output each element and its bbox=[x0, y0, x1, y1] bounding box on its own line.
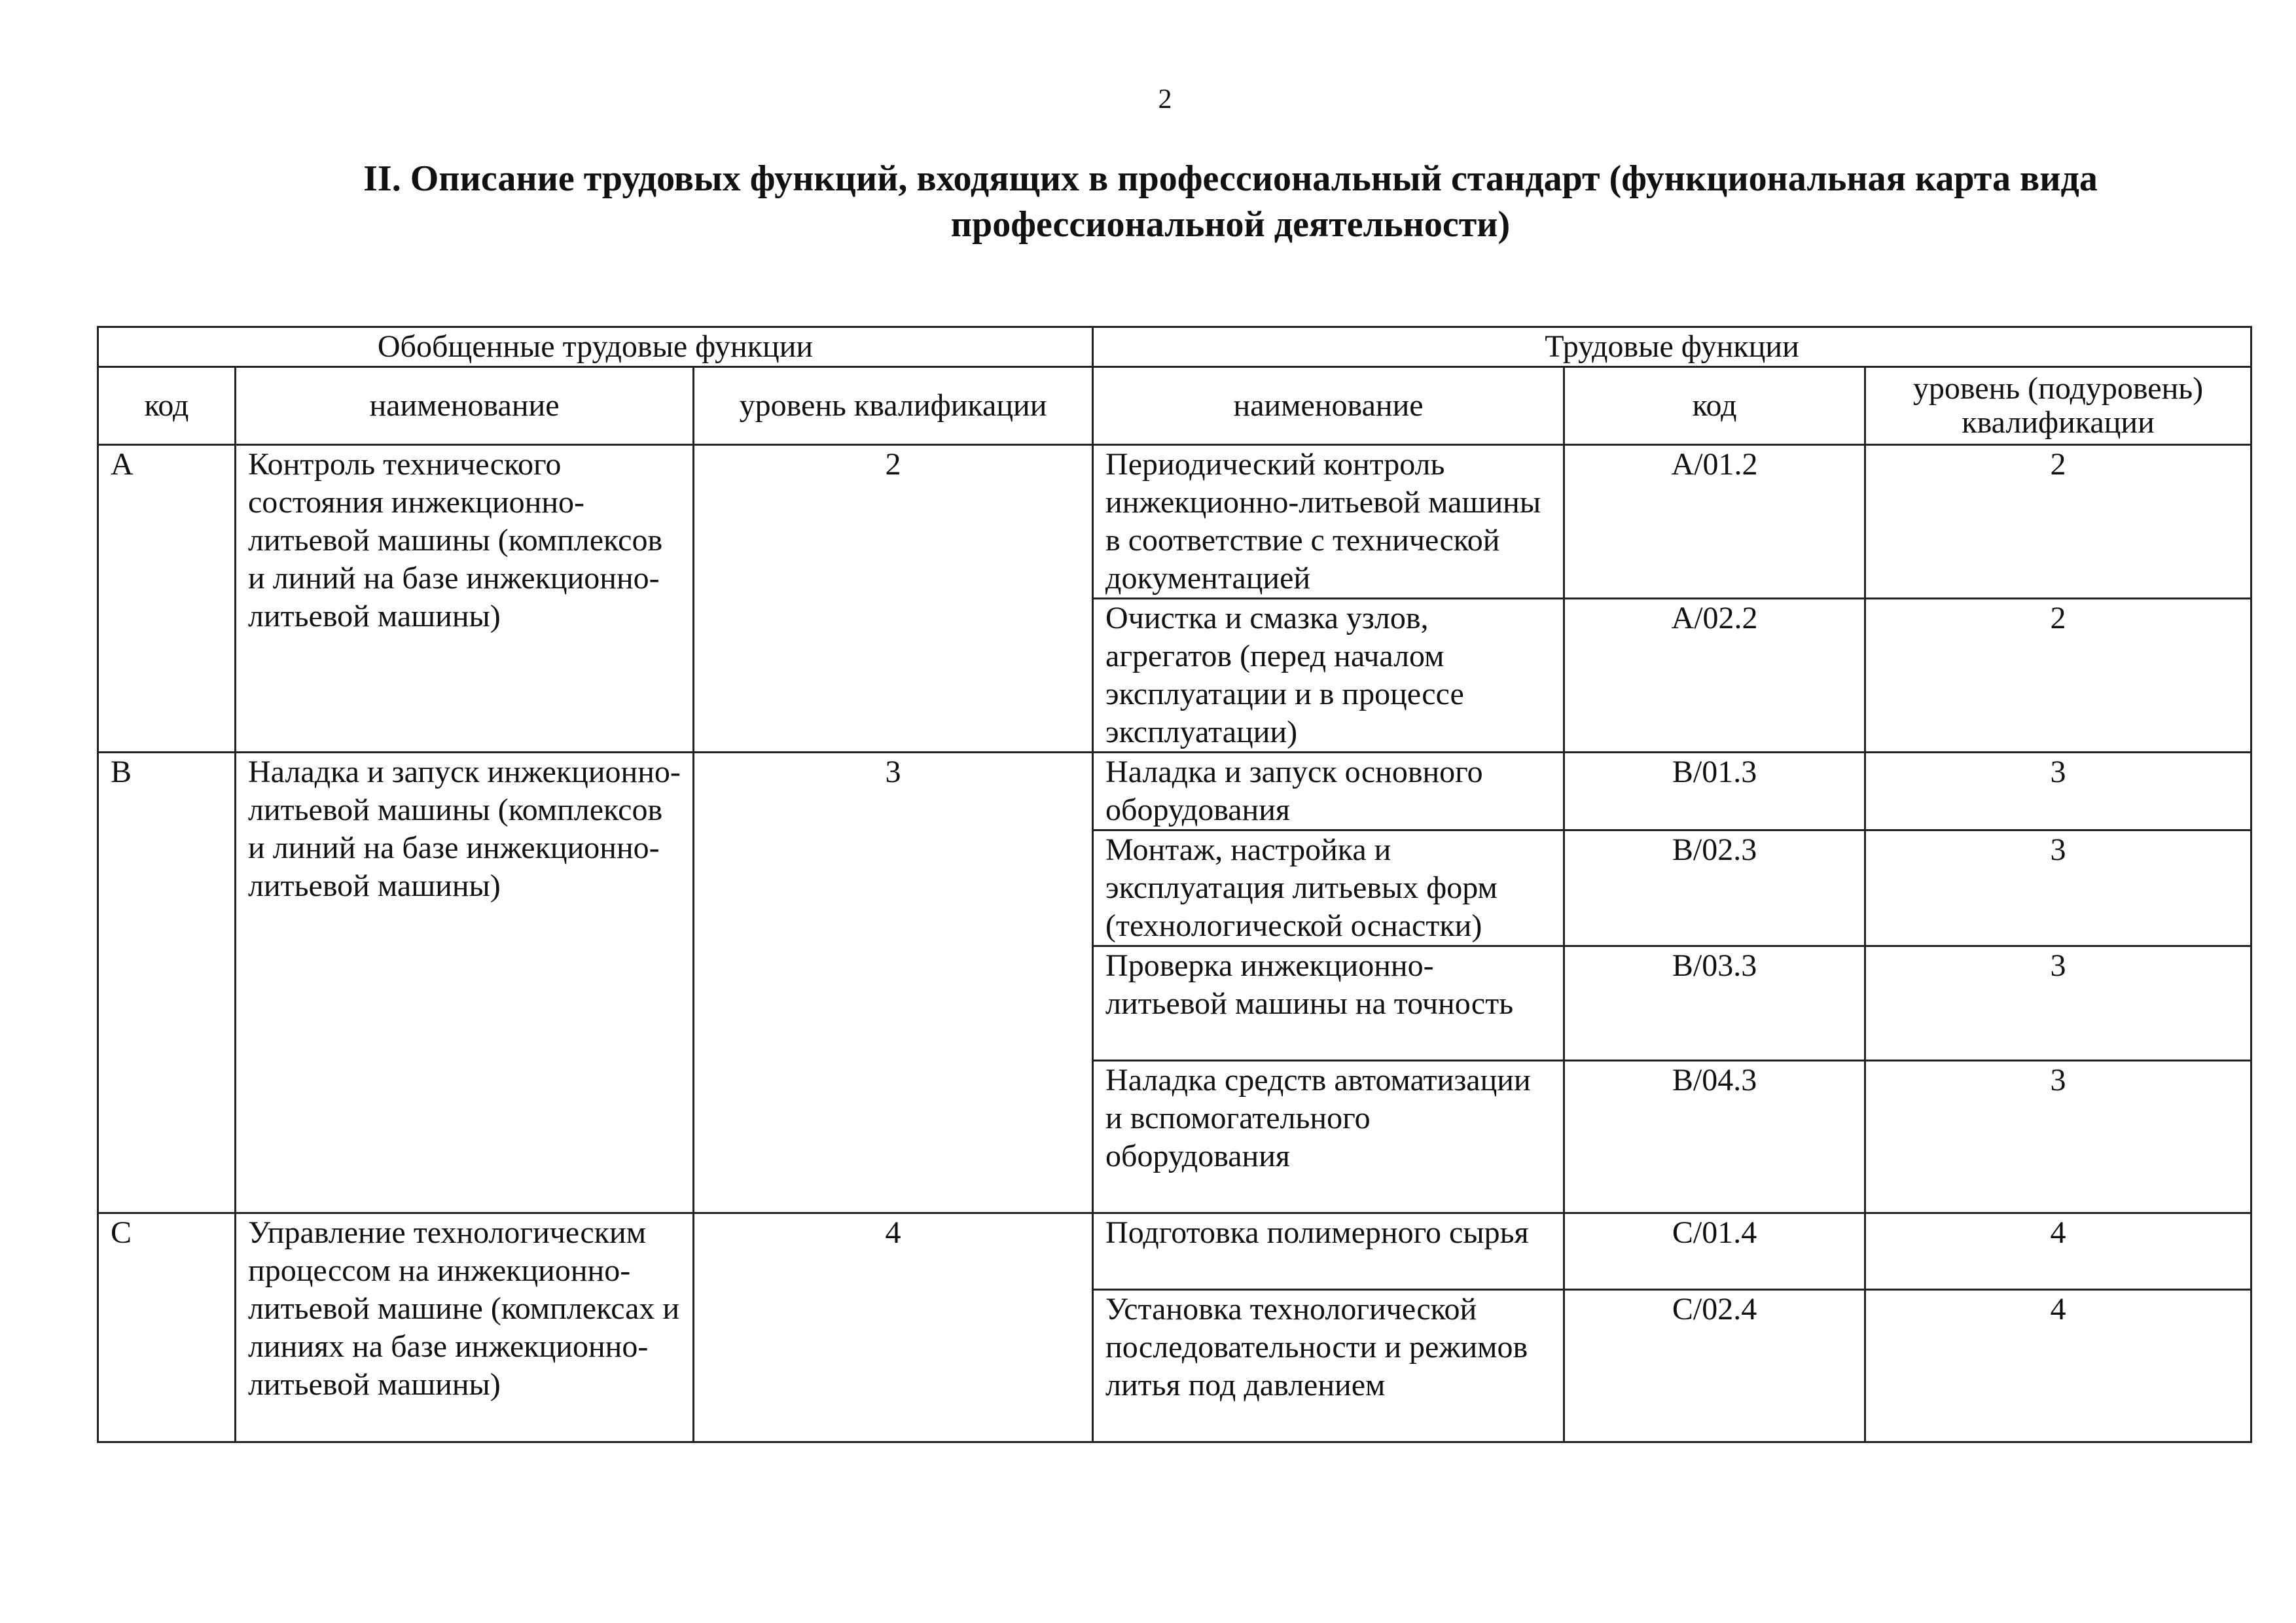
function-name: Проверка инжекционно-литьевой машины на точность bbox=[1093, 946, 1564, 1061]
function-name: Очистка и смазка узлов, агрегатов (перед началом эксплуатации и в процессе эксплуатации) bbox=[1093, 599, 1564, 753]
group-level: 3 bbox=[694, 753, 1093, 1213]
function-name: Установка технологической последовательности и режимов литья под давлением bbox=[1093, 1290, 1564, 1442]
labor-functions-header: Трудовые функции bbox=[1093, 327, 2251, 367]
group-level: 4 bbox=[694, 1213, 1093, 1442]
table-row bbox=[98, 445, 2251, 599]
function-name: Наладка средств автоматизации и вспомогательного оборудования bbox=[1093, 1061, 1564, 1213]
group-header-row bbox=[98, 327, 2251, 367]
generalized-functions-header: Обобщенные трудовые функции bbox=[98, 327, 1093, 367]
function-code: C/01.4 bbox=[1564, 1213, 1865, 1290]
function-level: 4 bbox=[1865, 1213, 2251, 1290]
page-title: II. Описание трудовых функций, входящих в профессиональный стандарт (функциональная карта вида профессиональной деятельности) bbox=[363, 158, 2098, 245]
column-header-row bbox=[98, 367, 2251, 445]
function-code: C/02.4 bbox=[1564, 1290, 1865, 1442]
function-level: 4 bbox=[1865, 1290, 2251, 1442]
page-number: 2 bbox=[1158, 84, 1172, 115]
function-level: 2 bbox=[1865, 445, 2251, 599]
function-code: A/01.2 bbox=[1564, 445, 1865, 599]
function-code: B/02.3 bbox=[1564, 830, 1865, 946]
function-level: 2 bbox=[1865, 599, 2251, 753]
function-name: Монтаж, настройка и эксплуатация литьевых форм (технологической оснастки) bbox=[1093, 830, 1564, 946]
col-header-level: уровень квалификации bbox=[694, 367, 1093, 445]
col-header-name: наименование bbox=[236, 367, 694, 445]
function-name: Периодический контроль инжекционно-литьевой машины в соответствие с технической документацией bbox=[1093, 445, 1564, 599]
group-name: Управление технологическим процессом на инжекционно-литьевой машине (комплексах и линиях на базе инжекционно-литьевой машины) bbox=[236, 1213, 694, 1442]
group-code: C bbox=[98, 1213, 236, 1442]
function-name: Наладка и запуск основного оборудования bbox=[1093, 753, 1564, 830]
function-level: 3 bbox=[1865, 830, 2251, 946]
group-level: 2 bbox=[694, 445, 1093, 753]
group-code: B bbox=[98, 753, 236, 1213]
table-row bbox=[98, 753, 2251, 830]
function-level: 3 bbox=[1865, 1061, 2251, 1213]
col-header-tf-code: код bbox=[1564, 367, 1865, 445]
function-code: B/01.3 bbox=[1564, 753, 1865, 830]
function-code: B/03.3 bbox=[1564, 946, 1865, 1061]
col-header-tf-level: уровень (подуровень) квалификации bbox=[1865, 367, 2251, 445]
function-level: 3 bbox=[1865, 946, 2251, 1061]
functional-map-table bbox=[97, 326, 2252, 1443]
group-name: Наладка и запуск инжекционно-литьевой машины (комплексов и линий на базе инжекционно-литьевой машины) bbox=[236, 753, 694, 1213]
table-row bbox=[98, 1213, 2251, 1290]
function-level: 3 bbox=[1865, 753, 2251, 830]
function-name: Подготовка полимерного сырья bbox=[1093, 1213, 1564, 1290]
function-code: B/04.3 bbox=[1564, 1061, 1865, 1213]
function-code: A/02.2 bbox=[1564, 599, 1865, 753]
col-header-tf-name: наименование bbox=[1093, 367, 1564, 445]
group-code: A bbox=[98, 445, 236, 753]
group-name: Контроль технического состояния инжекционно-литьевой машины (комплексов и линий на базе инжекционно-литьевой машины) bbox=[236, 445, 694, 753]
col-header-code: код bbox=[98, 367, 236, 445]
